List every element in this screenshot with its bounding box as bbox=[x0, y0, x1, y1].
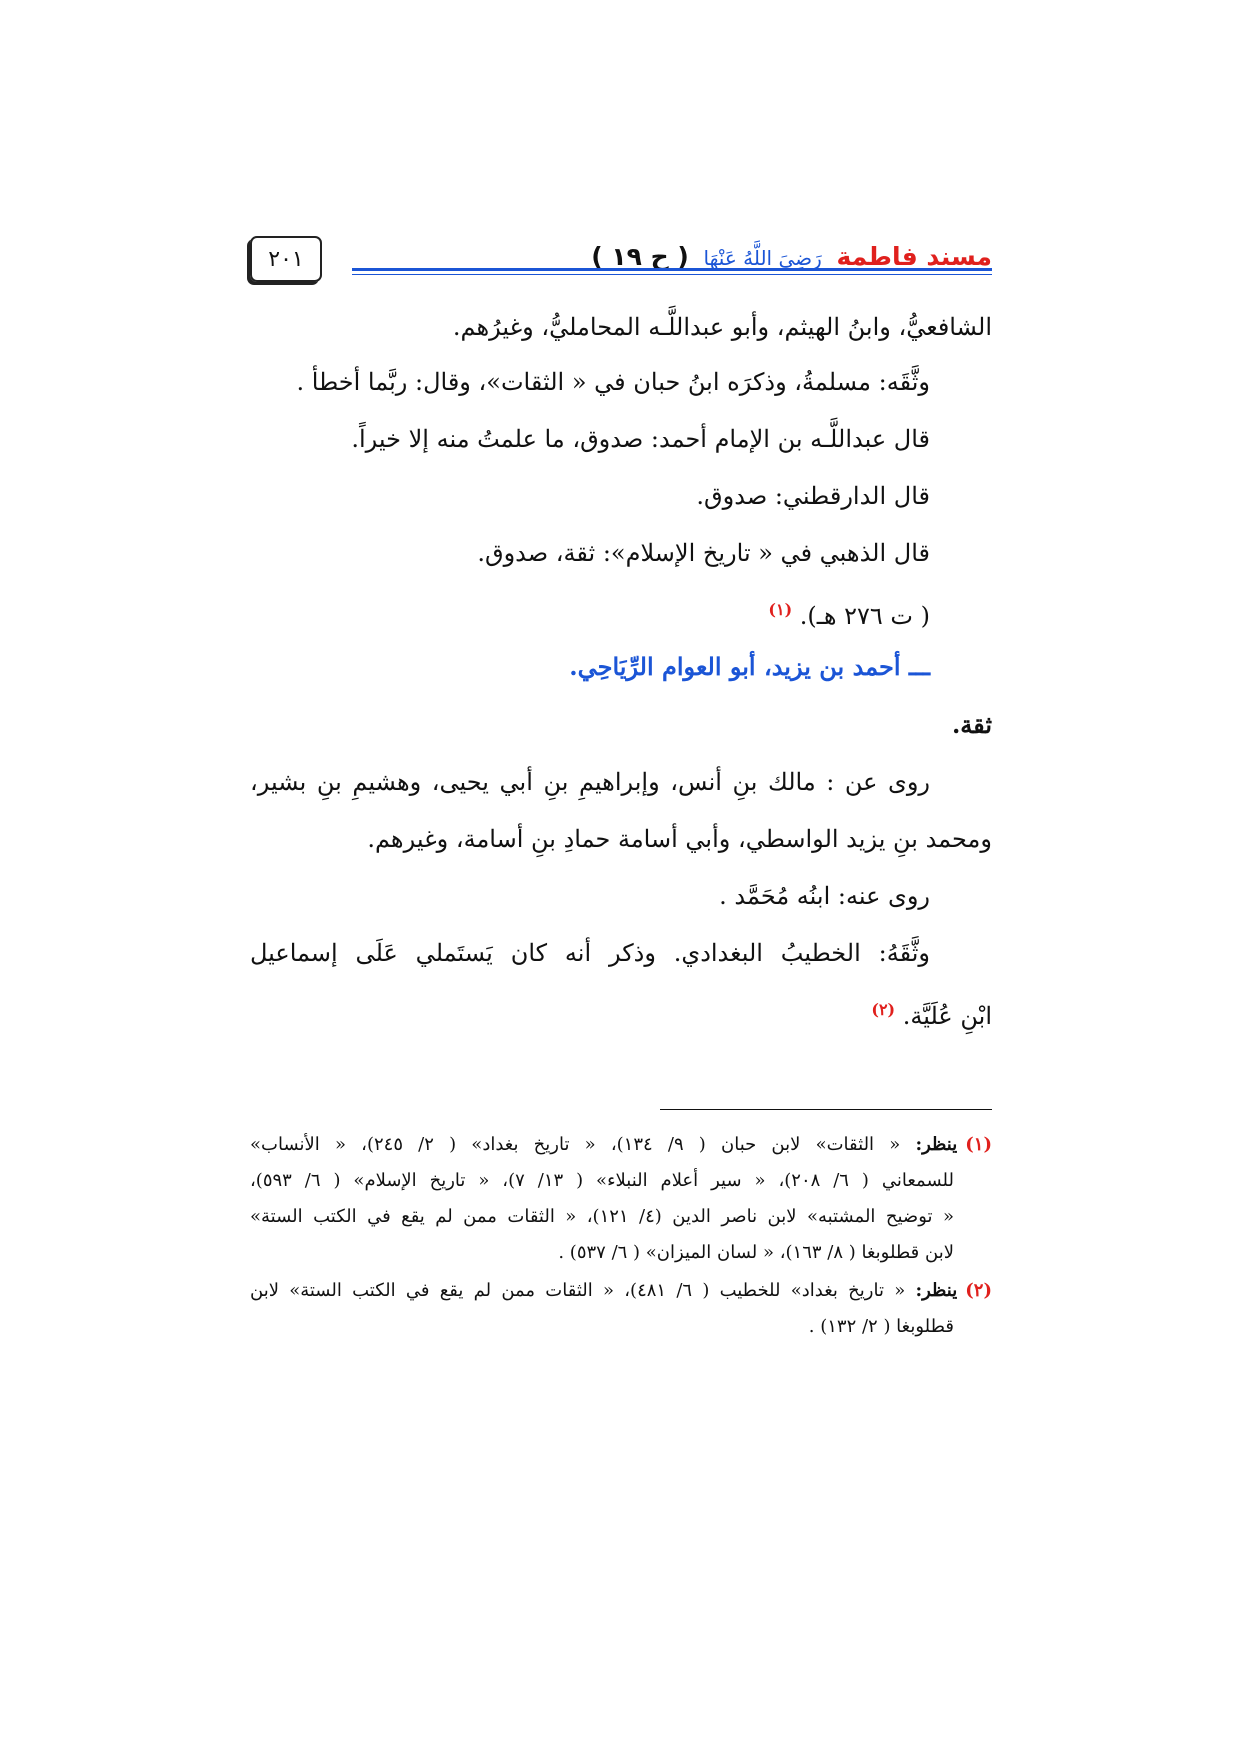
footnote-text: « الثقات» لابن حبان ( ٩/ ١٣٤)، « تاريخ بغداد» ( ٢/ ٢٤٥)، « الأنساب» bbox=[250, 1134, 901, 1155]
footnote-number: (١) bbox=[965, 1134, 992, 1155]
footnote-text: « تاريخ بغداد» للخطيب ( ٦/ ٤٨١)، « الثقات ممن لم يقع في الكتب الستة» لابن bbox=[250, 1280, 906, 1301]
text-line: وثَّقَه: مسلمةُ، وذكرَه ابنُ حبان في « الثقات»، وقال: ربَّما أخطأ . bbox=[296, 368, 930, 396]
footnote-line bbox=[250, 1132, 992, 1158]
text-line: قال الذهبي في « تاريخ الإسلام»: ثقة، صدوق. bbox=[477, 539, 930, 567]
narrator-heading: ـــ أحمد بن يزيد، أبو العوام الرِّيَاحِي. bbox=[569, 652, 930, 681]
footnote-label: ينظر: bbox=[915, 1134, 958, 1155]
footnote-line bbox=[250, 1278, 992, 1304]
header-rule bbox=[352, 268, 992, 275]
footnote-label: ينظر: bbox=[915, 1280, 958, 1301]
text-line-with-note bbox=[871, 993, 992, 1033]
death-date-line bbox=[768, 593, 930, 633]
honorific: رَضِيَ اللَّهُ عَنْهَا bbox=[703, 246, 822, 270]
death-date: ( ت ٢٧٦ هـ). bbox=[799, 602, 930, 630]
text-segment: ابْنِ عُلَيَّة. bbox=[902, 1002, 992, 1030]
header-title bbox=[591, 242, 992, 271]
hadith-reference: ( ح ١٩ ) bbox=[591, 242, 689, 271]
text-line: قال عبداللَّـه بن الإمام أحمد: صدوق، ما علمتُ منه إلا خيراً. bbox=[351, 425, 930, 453]
narrator-grade: ثقة. bbox=[951, 710, 992, 739]
text-line: روى عنه: ابنُه مُحَمَّد . bbox=[719, 882, 930, 910]
footnote-number: (٢) bbox=[965, 1280, 992, 1301]
page-header bbox=[250, 236, 992, 296]
footnote-line: لابن قطلوبغا ( ٨/ ١٦٣)، « لسان الميزان» ( ٦/ ٥٣٧) . bbox=[558, 1242, 954, 1263]
book-title: مسند فاطمة bbox=[836, 242, 992, 271]
footnote-ref: (١) bbox=[768, 600, 793, 619]
text-line: وثَّقَهُ: الخطيبُ البغدادي. وذكر أنه كان يَستَملي عَلَى إسماعيل bbox=[250, 939, 930, 967]
footnote-separator bbox=[660, 1109, 992, 1110]
footnote-ref: (٢) bbox=[871, 1000, 896, 1019]
footnote-line: قطلوبغا ( ٢/ ١٣٢) . bbox=[808, 1316, 954, 1337]
page-number: ٢٠١ bbox=[250, 236, 322, 282]
footnote-line: « توضيح المشتبه» لابن ناصر الدين (٤/ ١٢١)، « الثقات ممن لم يقع في الكتب الستة» bbox=[250, 1206, 954, 1227]
text-line: الشافعيُّ، وابنُ الهيثم، وأبو عبداللَّـه المحامليُّ، وغيرُهم. bbox=[452, 313, 992, 341]
text-line: قال الدارقطني: صدوق. bbox=[696, 482, 930, 510]
text-line: ومحمد بنِ يزيد الواسطي، وأبي أسامة حمادِ بنِ أسامة، وغيرهم. bbox=[367, 825, 992, 853]
footnote-line: للسمعاني ( ٦/ ٢٠٨)، « سير أعلام النبلاء» ( ١٣/ ٧)، « تاريخ الإسلام» ( ٦/ ٥٩٣)، bbox=[250, 1170, 954, 1191]
text-line: روى عن : مالك بنِ أنس، وإبراهيمِ بنِ أبي يحيى، وهشيمِ بنِ بشير، bbox=[250, 768, 930, 796]
